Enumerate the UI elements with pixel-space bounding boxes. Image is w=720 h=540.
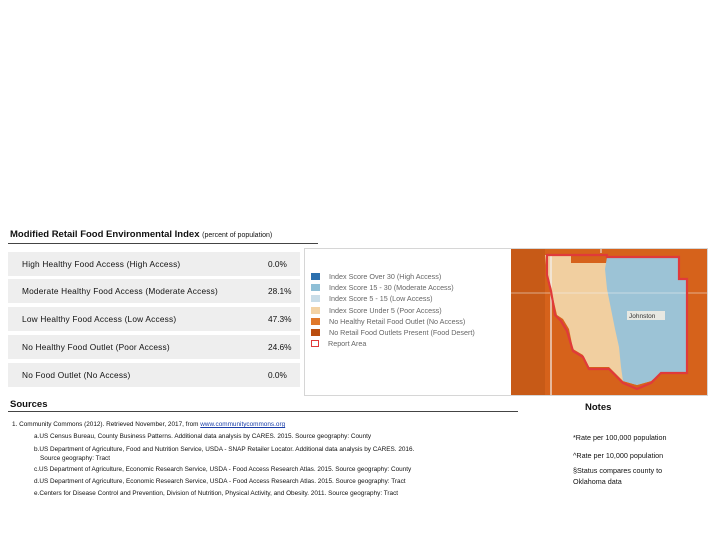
legend-swatch: [311, 295, 320, 302]
source-item: Source geography: Tract: [40, 455, 110, 462]
sources-divider: [8, 411, 518, 412]
place-label: Johnston: [629, 313, 656, 320]
index-title: [10, 229, 272, 240]
legend-item: [311, 316, 501, 327]
legend-swatch: [311, 318, 320, 325]
row-value: 0.0%: [268, 259, 287, 269]
source-link[interactable]: www.communitycommons.org: [200, 421, 286, 428]
food-access-map: [304, 248, 708, 396]
table-row: [8, 363, 300, 387]
legend-swatch: [311, 284, 320, 291]
source-item: c.US Department of Agriculture, Economic Research Service, USDA - Food Access Research Atlas. 2015. Source geography: County: [34, 466, 412, 473]
notes-title: Notes: [585, 402, 612, 413]
note-item: *Rate per 100,000 population: [573, 433, 667, 442]
source-text: 1. Community Commons (2012). Retrieved November, 2017, from: [12, 421, 201, 428]
row-label: Moderate Healthy Food Access (Moderate Access): [22, 286, 218, 296]
table-row: [8, 279, 300, 303]
legend-label: Index Score Over 30 (High Access): [329, 272, 442, 282]
map-west-region: [511, 249, 545, 395]
index-subtitle: (percent of population): [202, 232, 273, 239]
note-item: §Status compares county to: [573, 466, 663, 475]
source-item: d.US Department of Agriculture, Economic Research Service, USDA - Food Access Research Atlas. 2015. Source geography: Tract: [34, 478, 406, 485]
title-divider: [8, 243, 318, 244]
county-map: [511, 249, 707, 395]
note-item: Oklahoma data: [573, 477, 622, 486]
legend-label: Report Area: [328, 339, 367, 349]
legend-item: [311, 282, 501, 293]
table-row: [8, 252, 300, 276]
legend-item: [311, 338, 501, 349]
legend-item: [311, 305, 501, 316]
index-title-text: Modified Retail Food Environmental Index: [10, 229, 200, 240]
note-item: ^Rate per 10,000 population: [573, 451, 664, 460]
legend-item: [311, 293, 501, 304]
source-item: e.Centers for Disease Control and Prevention, Division of Nutrition, Physical Activity, and Obesity. 2011. Source geography: Tract: [34, 490, 399, 497]
row-label: Low Healthy Food Access (Low Access): [22, 314, 177, 324]
row-label: No Healthy Food Outlet (Poor Access): [22, 342, 170, 352]
row-value: 0.0%: [268, 370, 287, 380]
sources-title: Sources: [10, 399, 48, 410]
row-value: 28.1%: [268, 286, 292, 296]
legend-swatch: [311, 273, 320, 280]
legend-swatch: [311, 329, 320, 336]
source-item: a.US Census Bureau, County Business Patterns. Additional data analysis by CARES. 2015. Source geography: County: [34, 433, 372, 440]
legend-label: Index Score 5 - 15 (Low Access): [329, 294, 433, 304]
row-label: No Food Outlet (No Access): [22, 370, 131, 380]
map-legend: [311, 271, 501, 349]
source-citation: [12, 421, 285, 428]
legend-label: No Retail Food Outlets Present (Food Desert): [329, 328, 475, 338]
row-label: High Healthy Food Access (High Access): [22, 259, 181, 269]
legend-swatch-outline: [311, 340, 319, 347]
legend-item: [311, 271, 501, 282]
table-row: [8, 335, 300, 359]
legend-label: No Healthy Retail Food Outlet (No Access): [329, 316, 466, 326]
legend-label: Index Score Under 5 (Poor Access): [329, 305, 442, 315]
row-value: 24.6%: [268, 342, 292, 352]
source-item: b.US Department of Agriculture, Food and Nutrition Service, USDA - SNAP Retailer Locator. Additional data analysis by CARES. 2016.: [34, 446, 415, 453]
legend-item: [311, 327, 501, 338]
legend-swatch: [311, 307, 320, 314]
legend-label: Index Score 15 - 30 (Moderate Access): [329, 283, 454, 293]
table-row: [8, 307, 300, 331]
row-value: 47.3%: [268, 314, 292, 324]
